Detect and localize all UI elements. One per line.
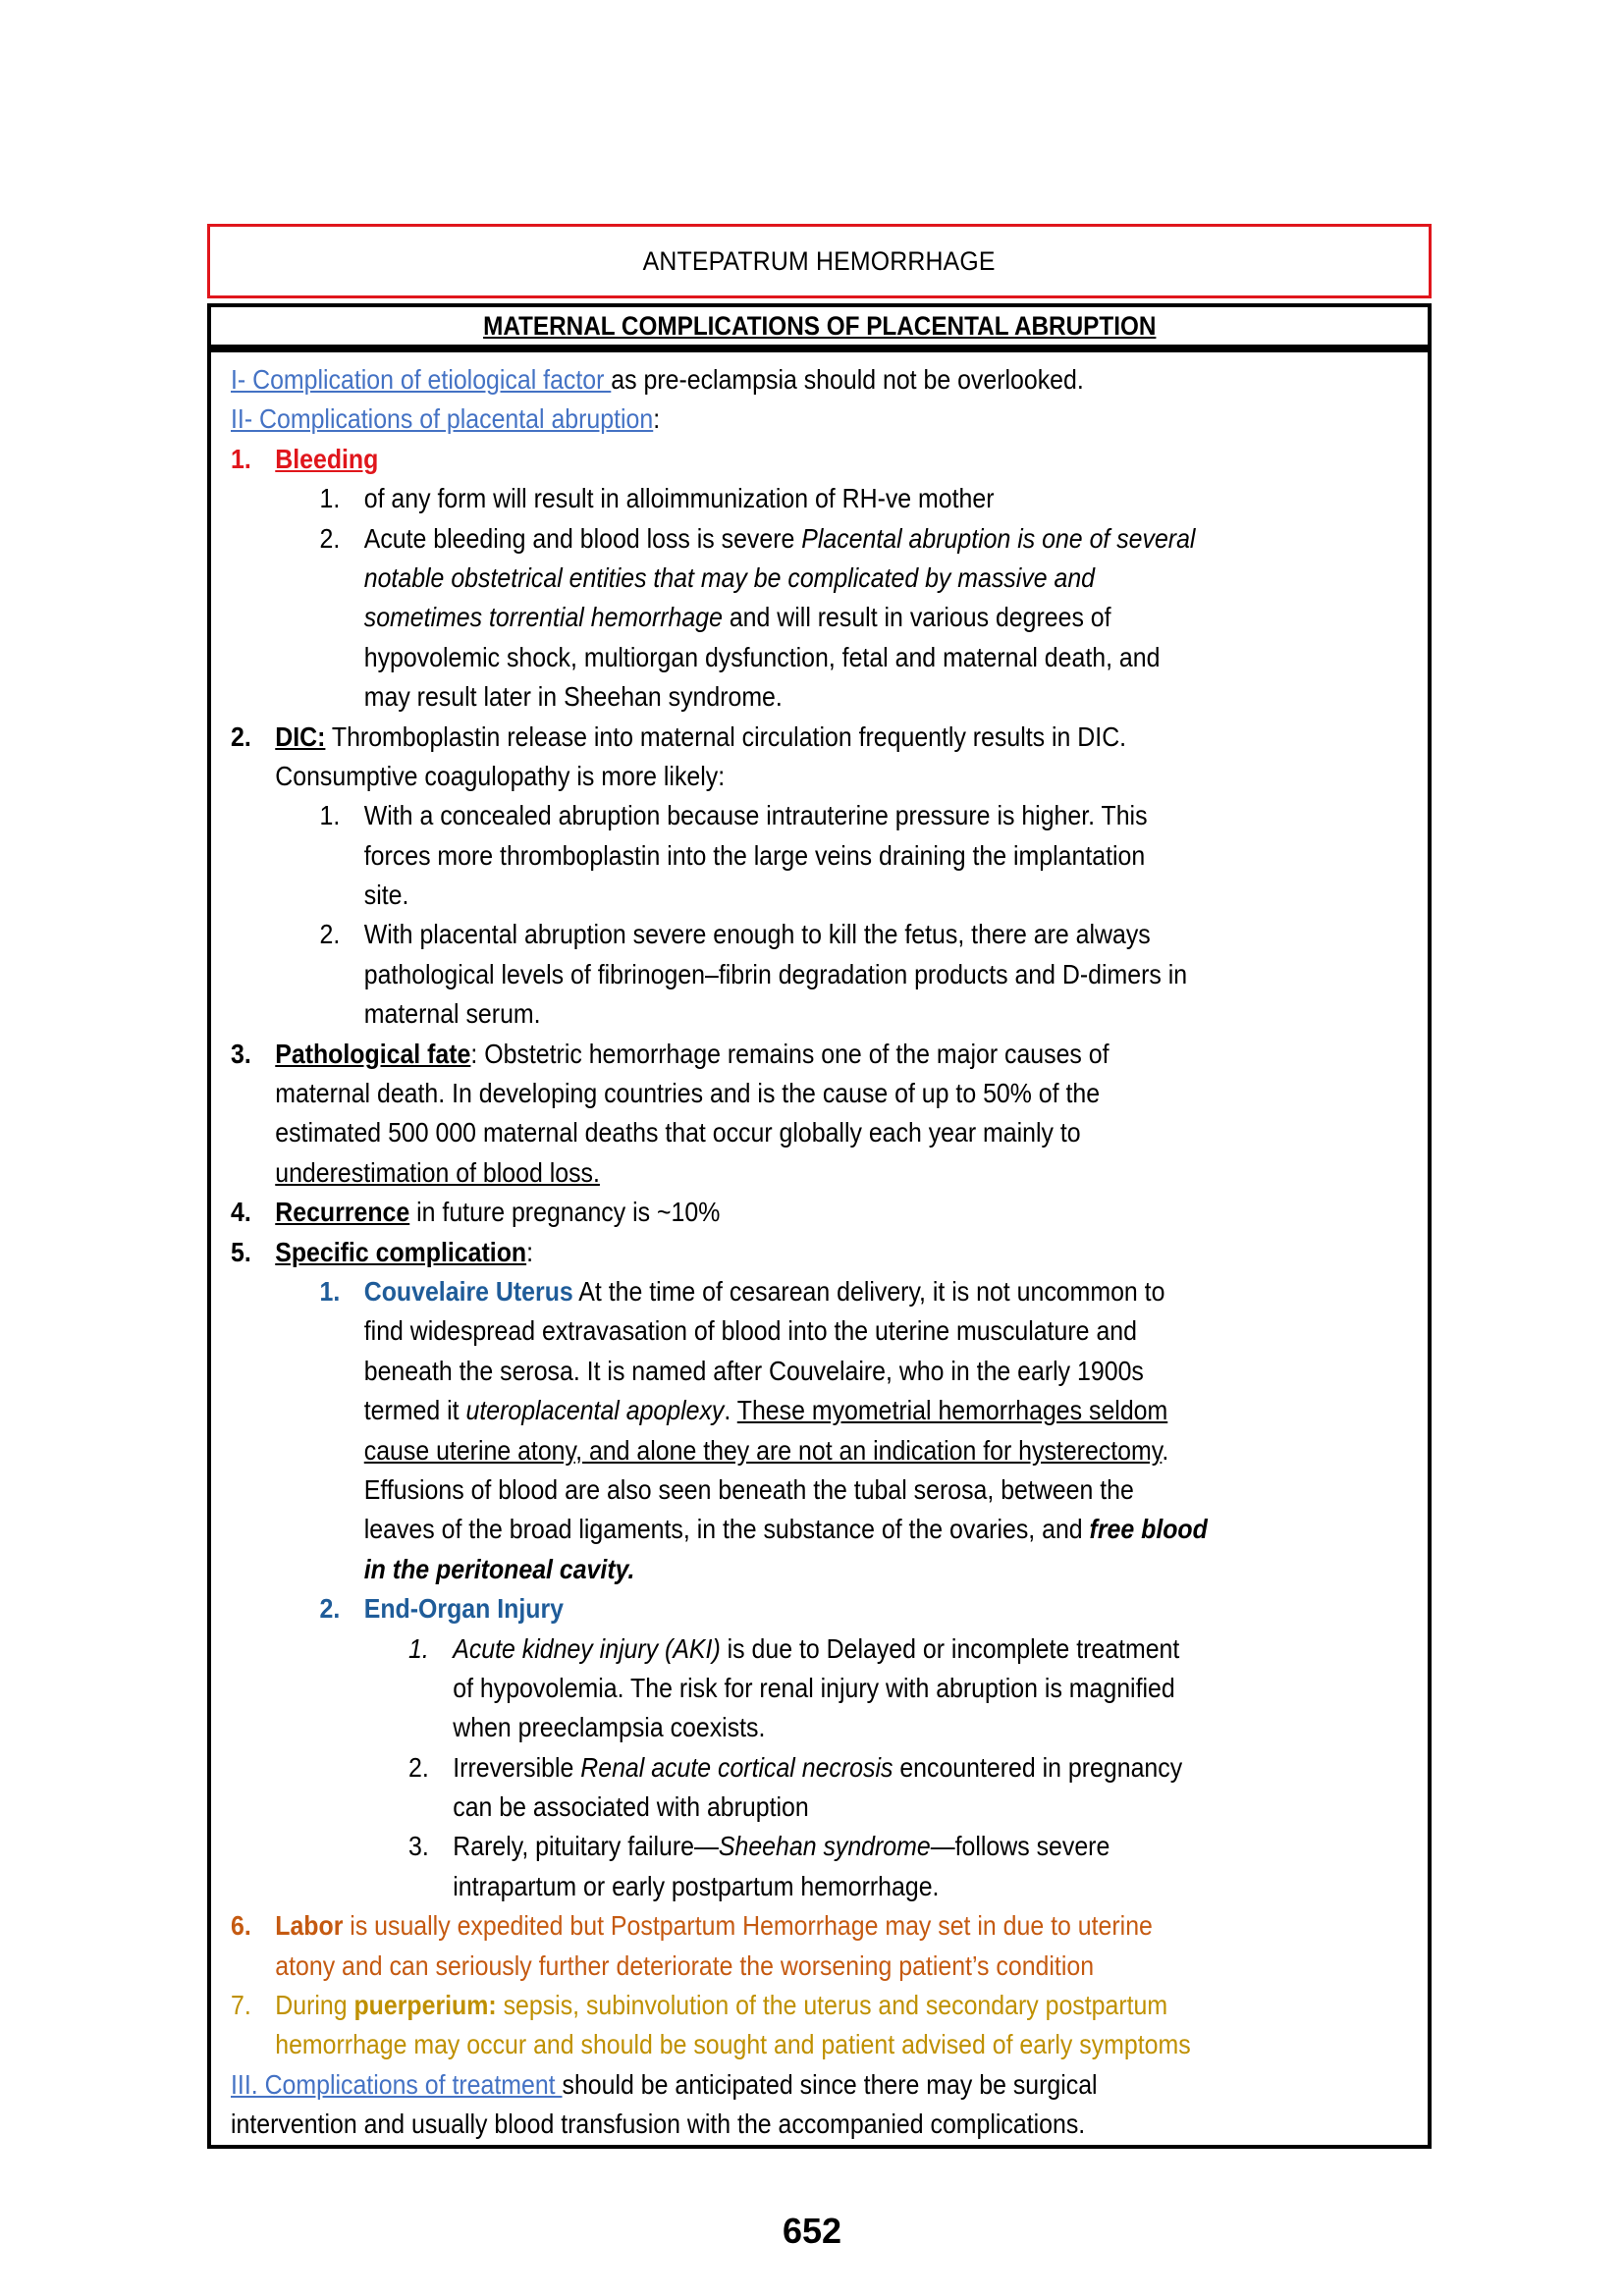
item-text: estimated 500 000 maternal deaths that occur globally each year mainly to: [275, 1117, 1081, 1148]
bleeding-sub-2-cont: [231, 598, 1306, 637]
section-title-box: [207, 303, 1432, 348]
section-title: MATERNAL COMPLICATIONS OF PLACENTAL ABRUPTION: [482, 310, 1157, 341]
item-heading: Specific complication: [275, 1236, 527, 1267]
item-recurrence: [231, 1193, 1306, 1232]
item-number: 6.: [231, 1910, 251, 1942]
bleeding-sub-2-cont: [231, 559, 1306, 598]
item-text: underestimation of blood loss.: [275, 1156, 600, 1188]
sub-text: sometimes torrential hemorrhage and will result in various degrees of: [363, 602, 1111, 633]
intro-line-2-text: :: [653, 403, 661, 435]
item-number: 2.: [231, 721, 251, 752]
couvelaire-uterus: [231, 1272, 1306, 1311]
sub-text: termed it uteroplacental apoplexy. These myometrial hemorrhages seldom: [363, 1395, 1168, 1426]
dic-sub-2-cont: [231, 955, 1306, 994]
sub-sub-text: Irreversible Renal acute cortical necrosis encountered in pregnancy: [453, 1751, 1183, 1783]
labor-cont: [231, 1947, 1306, 1986]
sub-text: With a concealed abruption because intrauterine pressure is higher. This: [363, 800, 1148, 831]
bleeding-sub-1: [231, 479, 1306, 518]
item-text: Labor is usually expedited but Postpartum Hemorrhage may set in due to uterine: [275, 1910, 1153, 1942]
item-text: Recurrence in future pregnancy is ~10%: [275, 1197, 721, 1228]
item-text: maternal death. In developing countries and is the cause of up to 50% of the: [275, 1078, 1101, 1109]
sub-number: 2.: [319, 522, 341, 554]
sub-text: find widespread extravasation of blood into the uterine musculature and: [363, 1315, 1137, 1347]
page-number: 652: [782, 2211, 842, 2251]
sub-text: in the peritoneal cavity.: [363, 1553, 635, 1584]
item-text: atony and can seriously further deteriorate the worsening patient’s condition: [275, 1949, 1095, 1981]
sub-text: Effusions of blood are also seen beneath the tubal serosa, between the: [363, 1473, 1134, 1505]
sub-sub-text: when preeclampsia coexists.: [453, 1712, 766, 1743]
couvelaire-cont: [231, 1431, 1306, 1470]
end-organ-sub-1-cont: [231, 1708, 1306, 1747]
sub-number: 1.: [319, 483, 341, 514]
couvelaire-cont: [231, 1550, 1306, 1589]
couvelaire-cont: [231, 1352, 1306, 1391]
item-bleeding: [231, 440, 1306, 479]
sub-sub-text: intrapartum or early postpartum hemorrhage.: [453, 1870, 940, 1901]
treatment-complications-link[interactable]: III. Complications of treatment: [231, 2068, 563, 2100]
item-heading: puerperium:: [353, 1990, 497, 2021]
sub-text: forces more thromboplastin into the large veins draining the implantation: [363, 839, 1146, 871]
couvelaire-cont: [231, 1391, 1306, 1430]
dic-sub-2: [231, 915, 1306, 954]
sub-text: hypovolemic shock, multiorgan dysfunction, fetal and maternal death, and: [363, 641, 1161, 672]
sub-sub-text: of hypovolemia. The risk for renal injury with abruption is magnified: [453, 1672, 1175, 1703]
treatment-line-2: [231, 2105, 1306, 2144]
sub-text: may result later in Sheehan syndrome.: [363, 681, 783, 713]
end-organ-injury: [231, 1589, 1306, 1629]
sub-text: cause uterine atony, and alone they are not an indication for hysterectomy.: [363, 1434, 1169, 1466]
intro-line-2: [231, 400, 1306, 439]
dic-sub-1-cont: [231, 876, 1306, 915]
treatment-text: intervention and usually blood transfusion with the accompanied complications.: [231, 2109, 1086, 2140]
puerperium-cont: [231, 2025, 1306, 2064]
item-text: Specific complication:: [275, 1236, 534, 1267]
sub-sub-number: 2.: [408, 1751, 429, 1783]
couvelaire-cont: [231, 1311, 1306, 1351]
item-text: hemorrhage may occur and should be sought and patient advised of early symptoms: [275, 2029, 1191, 2060]
placental-abruption-link[interactable]: II- Complications of placental abruption: [231, 403, 654, 435]
etiological-factor-link[interactable]: I- Complication of etiological factor: [231, 364, 612, 395]
sub-text: leaves of the broad ligaments, in the substance of the ovaries, and free blood: [363, 1514, 1208, 1545]
couvelaire-cont: [231, 1470, 1306, 1510]
sub-text: Couvelaire Uterus At the time of cesarean delivery, it is not uncommon to: [363, 1275, 1165, 1307]
item-text: Pathological fate: Obstetric hemorrhage remains one of the major causes of: [275, 1038, 1110, 1069]
bleeding-sub-2-cont: [231, 638, 1306, 677]
pathological-cont: [231, 1113, 1306, 1152]
sub-sub-text: can be associated with abruption: [453, 1791, 809, 1823]
item-text: During puerperium: sepsis, subinvolution of the uterus and secondary postpartum: [275, 1990, 1168, 2021]
bleeding-sub-2: [231, 519, 1306, 559]
end-organ-sub-3-cont: [231, 1867, 1306, 1906]
dic-sub-1-cont: [231, 836, 1306, 876]
bleeding-sub-2-cont: [231, 677, 1306, 717]
pathological-cont: [231, 1153, 1306, 1193]
item-text: Consumptive coagulopathy is more likely:: [275, 760, 726, 791]
item-number: 4.: [231, 1197, 251, 1228]
sub-text: beneath the serosa. It is named after Couvelaire, who in the early 1900s: [363, 1355, 1144, 1386]
intro-line-1-text: as pre-eclampsia should not be overlooked.: [611, 364, 1084, 395]
content-box: [207, 348, 1432, 2149]
item-number: 3.: [231, 1038, 251, 1069]
pathological-cont: [231, 1074, 1306, 1113]
item-heading: Pathological fate: [275, 1038, 471, 1069]
sub-sub-text: Rarely, pituitary failure—Sheehan syndrome—follows severe: [453, 1831, 1110, 1862]
sub-number: 1.: [319, 800, 341, 831]
content-body: [231, 360, 1419, 2145]
sub-text: site.: [363, 880, 409, 911]
item-heading: DIC:: [275, 721, 326, 752]
item-heading: Bleeding: [275, 443, 379, 474]
sub-number: 1.: [319, 1275, 341, 1307]
end-organ-sub-2: [231, 1748, 1306, 1788]
item-dic: [231, 718, 1306, 757]
sub-number: 2.: [319, 919, 341, 950]
intro-line-1: [231, 360, 1306, 400]
sub-number: 2.: [319, 1593, 341, 1625]
dic-sub-1: [231, 796, 1306, 835]
sub-text: notable obstetrical entities that may be complicated by massive and: [363, 561, 1096, 593]
sub-text: With placental abruption severe enough to kill the fetus, there are always: [363, 919, 1151, 950]
end-organ-sub-3: [231, 1827, 1306, 1866]
treatment-line-1: [231, 2065, 1306, 2105]
dic-sub-2-cont: [231, 994, 1306, 1034]
sub-heading: Couvelaire Uterus: [363, 1275, 573, 1307]
dic-cont: [231, 757, 1306, 796]
item-number: 7.: [231, 1990, 251, 2021]
item-labor: [231, 1906, 1306, 1946]
couvelaire-cont: [231, 1510, 1306, 1549]
chapter-header-box: [207, 224, 1432, 298]
sub-text: Acute bleeding and blood loss is severe Placental abruption is one of several: [363, 522, 1196, 554]
item-text: DIC: Thromboplastin release into maternal circulation frequently results in DIC.: [275, 721, 1127, 752]
sub-sub-text: Acute kidney injury (AKI) is due to Delayed or incomplete treatment: [453, 1632, 1180, 1664]
treatment-text: should be anticipated since there may be surgical: [562, 2068, 1098, 2100]
item-heading: Labor: [275, 1910, 344, 1942]
sub-sub-number: 1.: [408, 1632, 429, 1664]
item-specific-complication: [231, 1233, 1306, 1272]
sub-heading: End-Organ Injury: [363, 1593, 565, 1625]
sub-text: maternal serum.: [363, 998, 541, 1030]
item-puerperium: [231, 1986, 1306, 2025]
item-number: 1.: [231, 443, 251, 474]
end-organ-sub-1: [231, 1629, 1306, 1669]
end-organ-sub-2-cont: [231, 1788, 1306, 1827]
sub-text: of any form will result in alloimmunization of RH-ve mother: [363, 483, 995, 514]
item-heading: Recurrence: [275, 1197, 410, 1228]
sub-text: pathological levels of fibrinogen–fibrin degradation products and D-dimers in: [363, 958, 1188, 989]
sub-sub-number: 3.: [408, 1831, 429, 1862]
item-pathological-fate: [231, 1035, 1306, 1074]
end-organ-sub-1-cont: [231, 1669, 1306, 1708]
chapter-header-title: ANTEPATRUM HEMORRHAGE: [642, 245, 997, 276]
item-number: 5.: [231, 1236, 251, 1267]
